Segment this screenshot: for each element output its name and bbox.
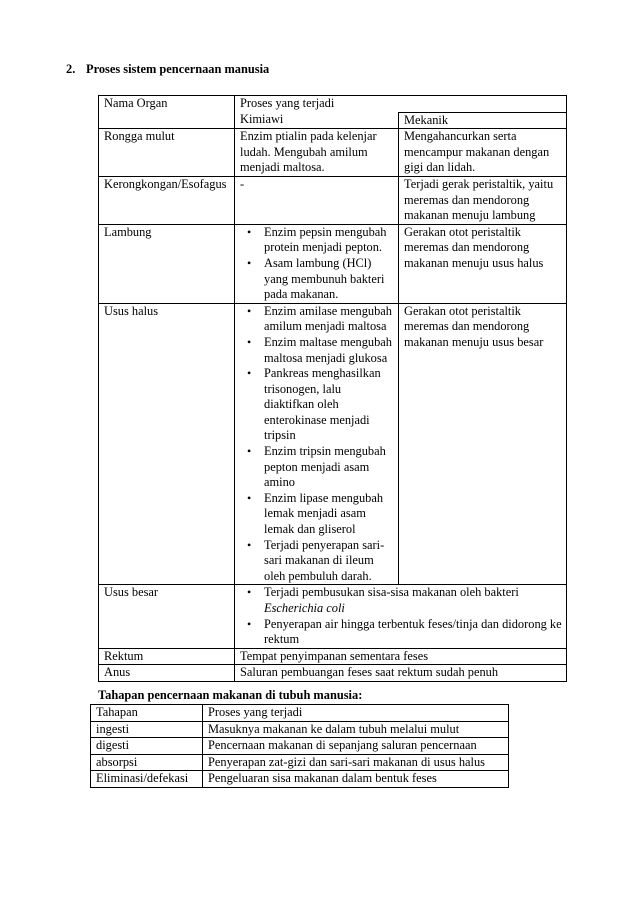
list-item: • Asam lambung (HCl) yang membunuh bakteri pada makanan.	[264, 256, 394, 303]
table-row	[99, 129, 567, 177]
stages-table-title: Tahapan pencernaan makanan di tubuh manusia:	[98, 688, 363, 702]
digestion-stages-table	[90, 704, 509, 788]
organ-cell: Rektum	[99, 648, 235, 665]
mechanical-cell: Gerakan otot peristaltik meremas dan mendorong makanan menuju usus halus	[399, 224, 567, 303]
stage-cell: Eliminasi/defekasi	[91, 771, 203, 788]
table-row	[99, 176, 567, 224]
header-stage: Tahapan	[91, 705, 203, 722]
table-header-row	[99, 96, 567, 113]
header-mechanical: Mekanik	[399, 112, 567, 129]
list-item-text: Terjadi pembusukan sisa-sisa makanan oleh bakteri	[264, 585, 519, 600]
process-cell: Pengeluaran sisa makanan dalam bentuk feses	[203, 771, 509, 788]
table-header-row	[91, 705, 509, 722]
process-cell: Saluran pembuangan feses saat rektum sudah penuh	[235, 665, 567, 682]
table-row	[91, 738, 509, 755]
process-cell: Tempat penyimpanan sementara feses	[235, 648, 567, 665]
process-cell: Penyerapan zat-gizi dan sari-sari makanan di usus halus	[203, 754, 509, 771]
list-item: • Penyerapan air hingga terbentuk feses/tinja dan didorong ke rektum	[264, 617, 562, 648]
digestion-organ-table	[98, 95, 567, 682]
mechanical-cell: Gerakan otot peristaltik meremas dan mendorong makanan menuju usus besar	[399, 303, 567, 585]
header-process: Proses yang terjadi	[235, 96, 567, 113]
bacteria-name: Escherichia coli	[264, 601, 345, 615]
chemical-cell: -	[235, 176, 399, 224]
table-row	[99, 648, 567, 665]
process-cell: Masuknya makanan ke dalam tubuh melalui mulut	[203, 721, 509, 738]
stage-cell: digesti	[91, 738, 203, 755]
organ-cell: Anus	[99, 665, 235, 682]
organ-cell: Rongga mulut	[99, 129, 235, 177]
organ-cell: Usus halus	[99, 303, 235, 585]
section-title: Proses sistem pencernaan manusia	[86, 62, 270, 76]
chemical-cell	[235, 303, 399, 585]
header-chemical: Kimiawi	[235, 112, 399, 129]
list-item: • Enzim tripsin mengubah pepton menjadi asam amino	[264, 444, 394, 491]
table-row	[99, 585, 567, 648]
list-item: • Enzim pepsin mengubah protein menjadi pepton.	[264, 225, 394, 256]
mechanical-cell: Terjadi gerak peristaltik, yaitu meremas dan mendorong makanan menuju lambung	[399, 176, 567, 224]
list-item: • Enzim maltase mengubah maltosa menjadi glukosa	[264, 335, 394, 366]
organ-cell: Lambung	[99, 224, 235, 303]
table-row	[91, 721, 509, 738]
list-item	[264, 585, 562, 616]
header-process: Proses yang terjadi	[203, 705, 509, 722]
process-cell: Pencernaan makanan di sepanjang saluran pencernaan	[203, 738, 509, 755]
organ-cell: Kerongkongan/Esofagus	[99, 176, 235, 224]
organ-cell: Usus besar	[99, 585, 235, 648]
list-item: • Terjadi penyerapan sari-sari makanan di ileum oleh pembuluh darah.	[264, 538, 394, 585]
table-row	[91, 771, 509, 788]
list-item: • Enzim lipase mengubah lemak menjadi asam lemak dan gliserol	[264, 491, 394, 538]
chemical-cell: Enzim ptialin pada kelenjar ludah. Mengubah amilum menjadi maltosa.	[235, 129, 399, 177]
process-cell	[235, 585, 567, 648]
list-item: • Enzim amilase mengubah amilum menjadi maltosa	[264, 304, 394, 335]
stage-cell: absorpsi	[91, 754, 203, 771]
header-organ: Nama Organ	[99, 96, 235, 129]
section-number: 2.	[66, 62, 76, 76]
table-row	[99, 303, 567, 585]
table-row	[99, 665, 567, 682]
chemical-cell	[235, 224, 399, 303]
section-heading	[66, 62, 269, 78]
table-row	[99, 224, 567, 303]
mechanical-cell: Mengahancurkan serta mencampur makanan dengan gigi dan lidah.	[399, 129, 567, 177]
stage-cell: ingesti	[91, 721, 203, 738]
list-item: • Pankreas menghasilkan trisonogen, lalu diaktifkan oleh enterokinase menjadi tripsin	[264, 366, 394, 444]
table-row	[91, 754, 509, 771]
